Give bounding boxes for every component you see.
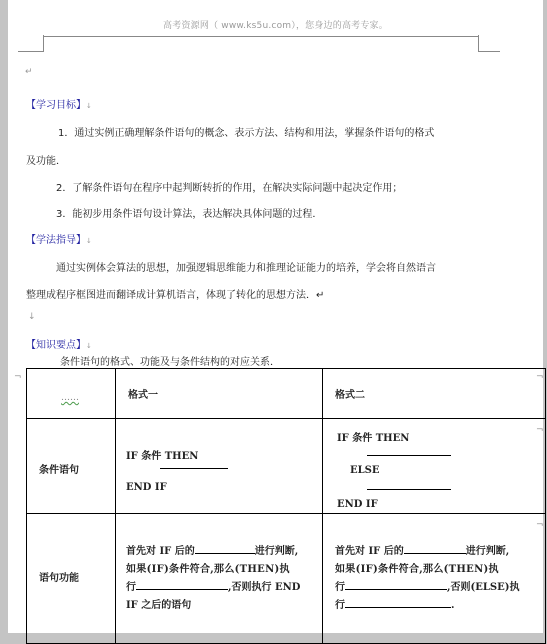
crop-mark-top-left-h [18,51,44,52]
arrow-icon: ¬ [536,520,544,530]
section-heading-key-points: 【知识要点】↓ [26,340,92,351]
key-points-intro: 条件语句的格式、功能及与条件结构的对应关系． [60,357,280,368]
paragraph-mark-icon: ↵ [25,67,33,77]
code-if-then: IF 条件 THEN [126,451,199,462]
table-row [27,419,546,514]
function-2-line-3: 行 ,否则(ELSE)执 [335,582,520,593]
row-label-cell [27,514,116,644]
statement-format-2-cell [323,419,546,514]
page-header-text: 高考资源网（ www.ks5u.com），您身边的高考专家。 [163,21,388,31]
blank-statement-1 [367,455,451,456]
function-1-line-1: 首先对 IF 后的 进行判断, [126,546,299,557]
code-if-then: IF 条件 THEN [337,433,410,444]
table-corner-cell [27,369,116,419]
function-2-line-4: 行 . [335,600,455,611]
row-label-cell [27,419,116,514]
function-format-1-cell [116,514,323,644]
function-format-2-cell [323,514,546,644]
table-row [27,369,546,419]
header-cell-format-2 [323,369,546,419]
crop-mark-top-right [478,35,499,51]
goal-1-line-2: 及功能． [26,156,66,167]
statement-format-1-cell [116,419,323,514]
code-end-if: END IF [126,482,167,493]
corner-placeholder: …… [61,393,79,403]
crop-mark-top-right-h [478,51,500,52]
blank-statement-2 [367,489,451,490]
format-1-title: 格式一 [128,390,158,401]
goal-2: 2．了解条件语句在程序中起判断转折的作用，在解决实际问题中起决定作用； [56,183,403,194]
code-end-if: END IF [337,499,378,510]
blank-statement [160,468,228,469]
row-label-function: 语句功能 [39,573,79,584]
function-2-line-1: 首先对 IF 后的 进行判断, [335,546,510,557]
section-heading-method: 【学法指导】↓ [26,235,92,246]
arrow-icon: ¬ [14,372,22,382]
function-1-line-4: IF 之后的语句 [126,600,192,611]
function-1-line-2: 如果(IF)条件符合,那么(THEN)执 [126,564,290,575]
goal-3: 3．能初步用条件语句设计算法，表达解决具体问题的过程． [56,209,323,220]
function-1-line-3: 行 ,否则执行 END [126,582,301,593]
arrow-icon: ¬ [536,425,544,435]
code-else: ELSE [350,465,380,476]
arrow-icon: ¬ [536,372,544,382]
document-page [8,0,543,633]
syntax-table [26,368,546,644]
function-2-line-2: 如果(IF)条件符合,那么(THEN)执 [335,564,499,575]
method-line-2: 整理成程序框图进而翻译成计算机语言，体现了转化的思想方法．↵ [26,290,325,301]
header-cell-format-1 [116,369,323,419]
method-line-1: 通过实例体会算法的思想，加强逻辑思维能力和推理论证能力的培养，学会将自然语言 [56,263,436,274]
crop-mark-top-left [18,35,44,51]
goal-1-line-1: 1．通过实例正确理解条件语句的概念、表示方法、结构和用法，掌握条件语句的格式 [58,128,435,139]
row-label-statement: 条件语句 [39,465,79,476]
section-heading-goals: 【学习目标】↓ [26,100,92,111]
table-row [27,514,546,644]
format-2-title: 格式二 [335,390,365,401]
paragraph-mark-icon: ↓ [28,312,36,322]
header-rule [43,36,479,37]
